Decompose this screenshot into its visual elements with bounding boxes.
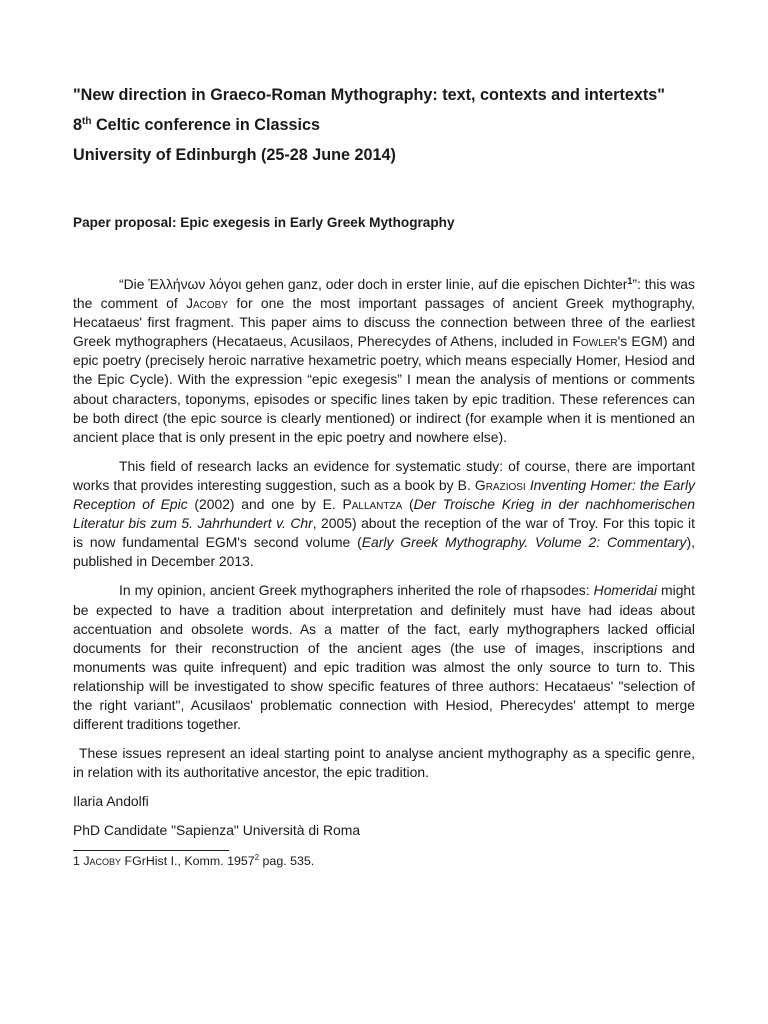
author-graziosi: Graziosi [474,476,526,493]
paragraph-1 [73,275,695,447]
conference-line [73,114,695,136]
footnote-number: 1 [73,854,84,869]
author-pallantza: Pallantza [342,496,403,513]
paragraph-3 [73,581,695,734]
proposal-heading: Paper proposal: Epic exegesis in Early Greek Mythography [73,215,455,230]
conference-name: Celtic conference in Classics [91,116,320,134]
footnote-text-a: FGrHist I., Komm. 1957 [121,854,255,869]
footnote-author: Jacoby [83,854,122,869]
paragraph-4: These issues represent an ideal starting point to analyse ancient mythography as a specific genre, in relation with its authoritative ancestor, the epic tradition. [73,745,695,781]
footnote-1 [73,853,695,870]
book-title-graziosi: Inventing Homer: the Early Reception of Epic [73,476,695,513]
author-name: Ilaria Andolfi [73,793,149,810]
p2-text-h: ), published in December 2013. [73,534,695,570]
p2-text-a: This field of research lacks an evidence for systematic study: of course, there are important works that provides interesting suggestion, such as a book by B. [73,457,695,493]
p1-text-a: “Die Ἑλλήνων λόγοι gehen ganz, oder doch in erster linie, auf die epischen Dichter [119,276,628,292]
footnote-separator [73,850,229,851]
footnote-text-b: pag. 535. [259,854,315,869]
p1-text-c: for one the most important passages of ancient Greek mythography, Hecataeus' first fragment. This paper aims to discuss the connection between three of the earliest Greek mythographers (Hecataeus, Acusilaos, Pherecydes of Athens, included in [73,295,695,350]
footnote-reference[interactable]: 1 [627,276,633,286]
p3-text-c: might be expected to have a tradition about interpretation and definitely must have had ideas about accentuation and obsolete words. As a matter of the fact, early mythographers lacked official documents for their reconstruction of the ancient ages (the use of images, inscriptions and monuments was quite infrequent) and epic tradition was almost the only source to turn to. This relationship will be investigated to show specific features of three authors: Hecataeus' "selection of the right variant", Acusilaos' problematic connection with Hesiod, Pherecydes' attempt to merge different traditions together. [73,582,696,733]
term-homeridai: Homeridai [593,582,657,599]
venue-line: University of Edinburgh (25-28 June 2014) [73,146,396,164]
book-title-pallantza: Der Troische Krieg in der nachhomerischen Literatur bis zum 5. Jahrhundert v. Chr [73,496,695,532]
p2-text-d: ( [402,496,414,513]
author-fowler: Fowler [572,333,618,350]
conference-ordinal-suffix: th [82,116,92,127]
p1-text-b: ”: this was the comment of [73,276,695,312]
conference-ordinal: 8 [73,116,83,134]
author-jacoby: Jacoby [186,295,229,312]
paragraph-2 [73,457,695,572]
book-title-egm: Early Greek Mythography. Volume 2: Commentary [361,534,687,551]
author-affiliation: PhD Candidate "Sapienza" Università di Roma [73,822,361,839]
footnote-edition-sup: 2 [254,853,260,863]
p2-text-f: , 2005) about the reception of the war of Troy. For this topic it is now fundamental EGM's second volume ( [73,515,696,551]
document-page [73,84,695,870]
p2-text-c: (2002) and one by E. [187,496,343,513]
p1-text-d: 's EGM) and epic poetry (precisely heroic narrative hexametric poetry, which means especially Homer, Hesiod and the Epic Cycle). With the expression “epic exegesis” I mean the analysis of mentions or comments about characters, toponyms, episodes or specific lines taken by epic tradition. These references can be both direct (the epic source is clearly mentioned) or indirect (for example when it is mentioned an ancient place that is only present in the epic poetry and nowhere else). [73,333,695,445]
document-title: "New direction in Graeco-Roman Mythography: text, contexts and intertexts" [73,86,665,104]
p3-text-a: In my opinion, ancient Greek mythographers inherited the role of rhapsodes: [119,582,594,599]
